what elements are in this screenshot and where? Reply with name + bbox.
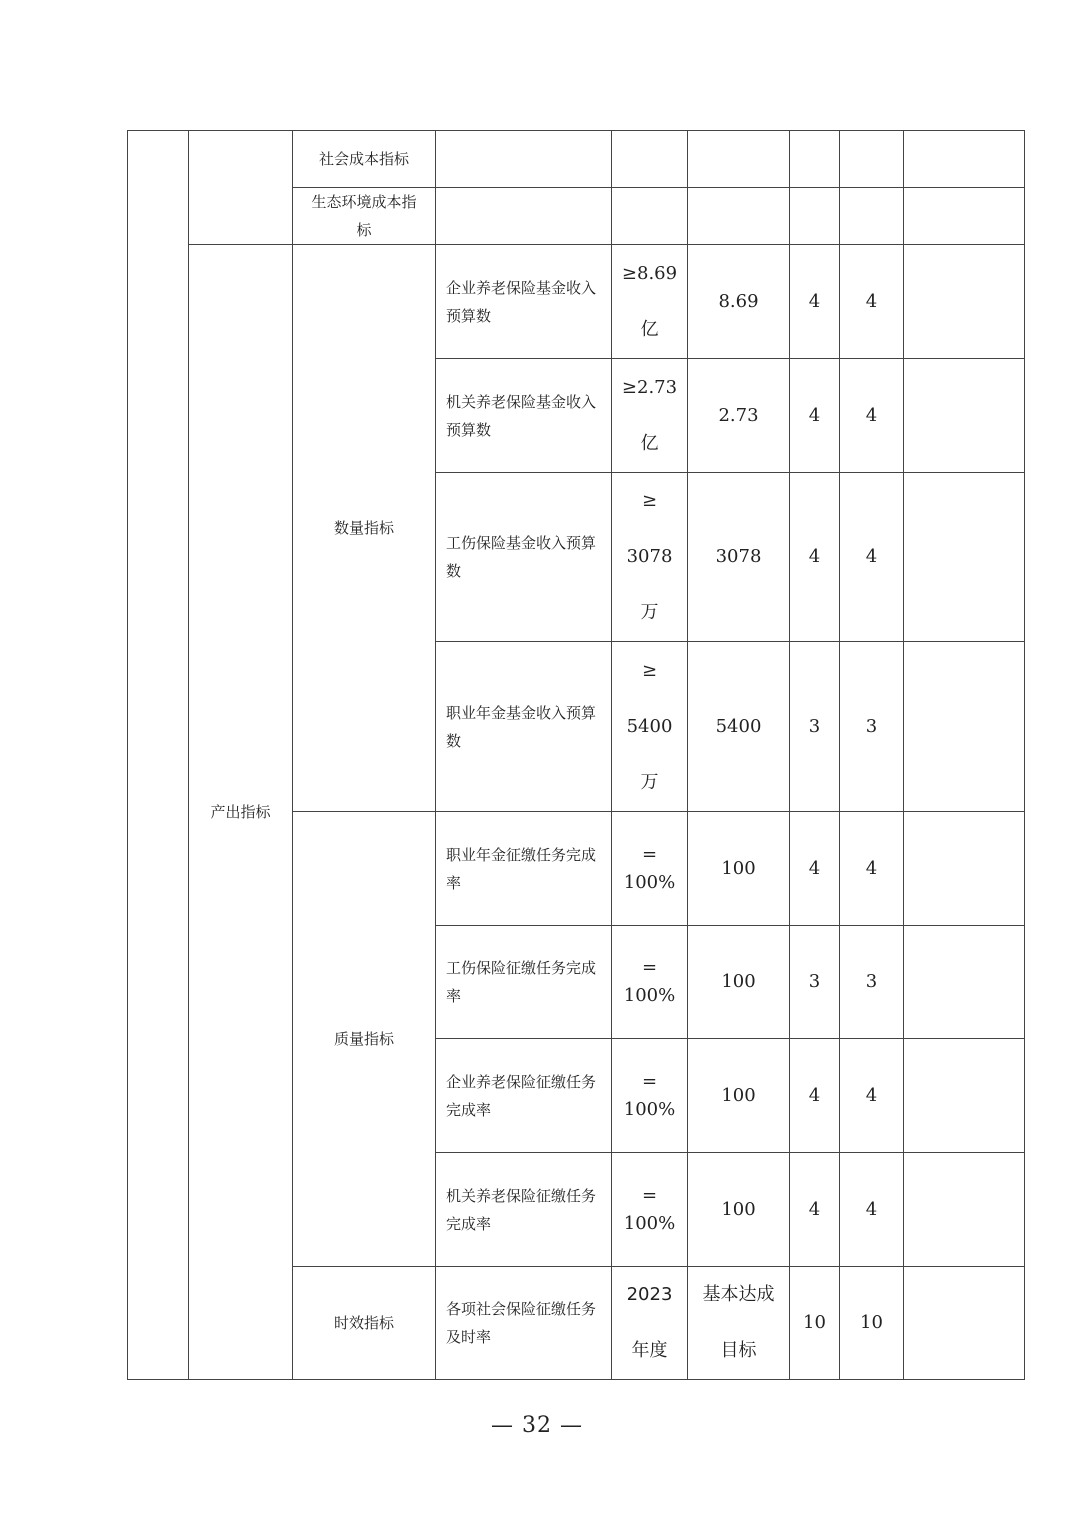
target-value: ≥ 3078 万 [612,473,688,642]
third-level-indicator: 社会成本指标 [293,131,436,188]
score-value: 4 [840,1153,904,1267]
page-number: — 32 — [491,1413,583,1438]
actual-value: 100 [688,1153,790,1267]
weight-value: 4 [790,245,840,359]
indicator-name: 职业年金征缴任务完成率 [436,812,612,926]
weight-value: 3 [790,642,840,812]
table-row [128,245,1025,359]
target-value: ≥8.69 亿 [612,245,688,359]
cost-indicator-cell [189,131,293,245]
actual-value: 100 [688,812,790,926]
target-value: ≥ 5400 万 [612,642,688,812]
indicator-name: 工伤保险征缴任务完成率 [436,926,612,1039]
indicator-name: 工伤保险基金收入预算数 [436,473,612,642]
quality-indicator-label: 质量指标 [293,812,436,1267]
weight-value: 4 [790,473,840,642]
target-value: 2023 年度 [612,1267,688,1380]
score-value: 4 [840,812,904,926]
actual-value: 100 [688,926,790,1039]
score-value: 4 [840,1039,904,1153]
indicator-name: 机关养老保险基金收入预算数 [436,359,612,473]
actual-value: 基本达成 目标 [688,1267,790,1380]
third-level-indicator: 生态环境成本指标 [293,188,436,245]
actual-value: 8.69 [688,245,790,359]
weight-value: 4 [790,1039,840,1153]
target-value: = 100% [612,812,688,926]
score-value: 3 [840,926,904,1039]
output-indicator-label: 产出指标 [189,245,293,1380]
first-level-indicator-cell [128,131,189,1380]
score-value: 4 [840,473,904,642]
table-row [128,131,1025,188]
weight-value: 4 [790,359,840,473]
target-value: = 100% [612,926,688,1039]
weight-value: 4 [790,1153,840,1267]
indicator-name: 各项社会保险征缴任务及时率 [436,1267,612,1380]
indicator-name: 企业养老保险征缴任务完成率 [436,1039,612,1153]
timeliness-indicator-label: 时效指标 [293,1267,436,1380]
indicator-name: 职业年金基金收入预算数 [436,642,612,812]
score-value: 10 [840,1267,904,1380]
actual-value: 3078 [688,473,790,642]
weight-value: 4 [790,812,840,926]
score-value: 4 [840,359,904,473]
target-value: ≥2.73 亿 [612,359,688,473]
target-value: = 100% [612,1153,688,1267]
target-value: = 100% [612,1039,688,1153]
actual-value: 5400 [688,642,790,812]
score-value: 3 [840,642,904,812]
indicator-name: 企业养老保险基金收入预算数 [436,245,612,359]
score-value: 4 [840,245,904,359]
indicator-name: 机关养老保险征缴任务完成率 [436,1153,612,1267]
weight-value: 3 [790,926,840,1039]
actual-value: 100 [688,1039,790,1153]
weight-value: 10 [790,1267,840,1380]
quantity-indicator-label: 数量指标 [293,245,436,812]
actual-value: 2.73 [688,359,790,473]
performance-indicator-table [127,130,1025,1380]
